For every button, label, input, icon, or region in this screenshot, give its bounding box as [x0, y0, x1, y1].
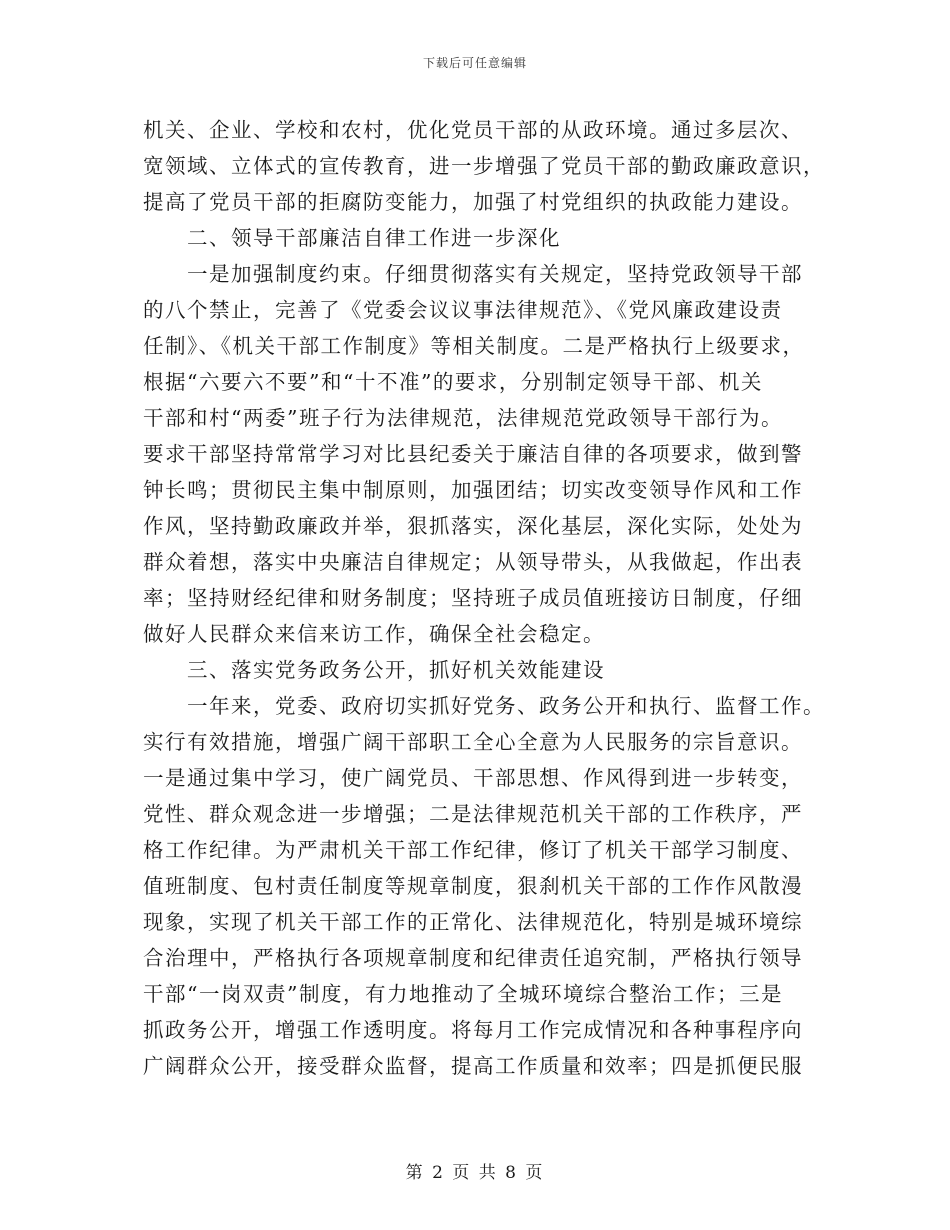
text-line: 抓政务公开，增强工作透明度。将每月工作完成情况和各种事程序向: [143, 1018, 803, 1042]
text-line: 党性、群众观念进一步增强；二是法律规范机关干部的工作秩序，严: [143, 802, 803, 826]
text-line: 广阔群众公开，接受群众监督，提高工作质量和效率；四是抓便民服: [143, 1054, 803, 1078]
text-line: 要求干部坚持常常学习对比县纪委关于廉洁自律的各项要求，做到警: [143, 442, 803, 466]
text-line: 现象，实现了机关干部工作的正常化、法律规范化，特别是城环境综: [143, 910, 803, 934]
section-heading: 二、领导干部廉洁自律工作进一步深化: [143, 226, 561, 250]
section-heading: 三、落实党务政务公开，抓好机关效能建设: [143, 658, 605, 682]
text-line: 实行有效措施，增强广阔干部职工全心全意为人民服务的宗旨意识。: [143, 730, 803, 754]
text-line: 作风，坚持勤政廉政并举，狠抓落实，深化基层，深化实际，处处为: [143, 514, 803, 538]
text-line: 做好人民群众来信来访工作，确保全社会稳定。: [143, 622, 605, 646]
text-line: 宽领域、立体式的宣传教育，进一步增强了党员干部的勤政廉政意识，: [143, 154, 825, 178]
text-line: 根据“六要六不要”和“十不准”的要求，分别制定领导干部、机关: [143, 370, 763, 394]
text-line: 机关、企业、学校和农村，优化党员干部的从政环境。通过多层次、: [143, 118, 803, 142]
text-line: 合治理中，严格执行各项规章制度和纪律责任追究制，严格执行领导: [143, 946, 803, 970]
text-line: 一是通过集中学习，使广阔党员、干部思想、作风得到进一步转变，: [143, 766, 803, 790]
text-line: 率；坚持财经纪律和财务制度；坚持班子成员值班接访日制度，仔细: [143, 586, 803, 610]
text-line: 群众着想，落实中央廉洁自律规定；从领导带头，从我做起，作出表: [143, 550, 803, 574]
text-line: 干部和村“两委”班子行为法律规范，法律规范党政领导干部行为。: [143, 406, 783, 430]
document-body: [143, 112, 825, 1084]
text-line: 干部“一岗双责”制度，有力地推动了全城环境综合整治工作；三是: [143, 982, 783, 1006]
text-line: 任制》、《机关干部工作制度》等相关制度。二是严格执行上级要求，: [143, 334, 805, 358]
text-line: 格工作纪律。为严肃机关干部工作纪律，修订了机关干部学习制度、: [143, 838, 803, 862]
page-header: 下载后可任意编辑: [422, 56, 527, 70]
text-line: 钟长鸣；贯彻民主集中制原则，加强团结；切实改变领导作风和工作: [143, 478, 803, 502]
page-number-footer: 第 2 页 共 8 页: [405, 1163, 545, 1183]
text-line: 提高了党员干部的拒腐防变能力，加强了村党组织的执政能力建设。: [143, 190, 803, 214]
text-line: 一是加强制度约束。仔细贯彻落实有关规定，坚持党政领导干部: [143, 262, 803, 286]
text-line: 的八个禁止，完善了《党委会议议事法律规范》、《党风廉政建设责: [143, 298, 783, 322]
text-line: 一年来，党委、政府切实抓好党务、政务公开和执行、监督工作。: [143, 694, 825, 718]
text-line: 值班制度、包村责任制度等规章制度，狠刹机关干部的工作作风散漫: [143, 874, 803, 898]
